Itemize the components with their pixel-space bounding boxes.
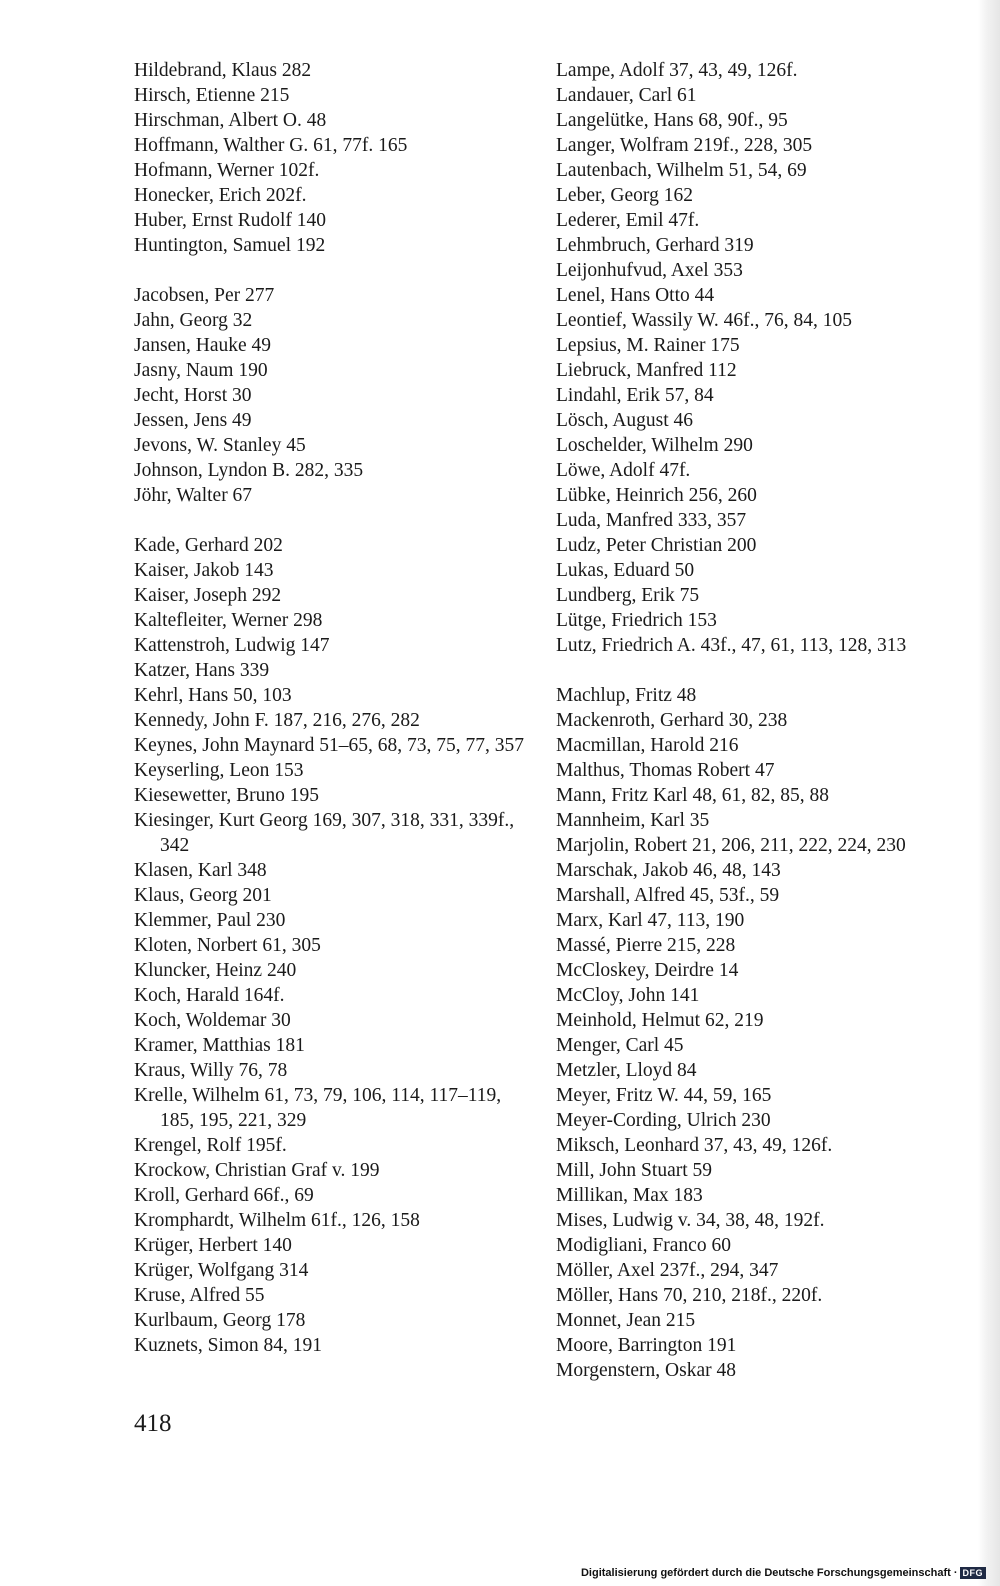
index-entry: Klaus, Georg 201	[134, 885, 272, 906]
index-entry: Jahn, Georg 32	[134, 310, 253, 331]
section-gap	[556, 658, 966, 683]
index-entry: Kaiser, Joseph 292	[134, 585, 282, 606]
index-entry: Monnet, Jean 215	[556, 1310, 696, 1331]
index-entry: Koch, Harald 164f.	[134, 985, 285, 1006]
index-entry: Langelütke, Hans 68, 90f., 95	[556, 110, 788, 131]
index-entry: Klasen, Karl 348	[134, 860, 267, 881]
index-entry: Kurlbaum, Georg 178	[134, 1310, 306, 1331]
index-entry: Krüger, Wolfgang 314	[134, 1260, 309, 1281]
index-entry: Liebruck, Manfred 112	[556, 360, 737, 381]
index-entry: Meyer-Cording, Ulrich 230	[556, 1110, 771, 1131]
index-entry: McCloy, John 141	[556, 985, 700, 1006]
index-entry: Kuznets, Simon 84, 191	[134, 1335, 322, 1356]
index-entry: Jöhr, Walter 67	[134, 485, 253, 506]
index-entry: Kroll, Gerhard 66f., 69	[134, 1185, 314, 1206]
index-entry: Hoffmann, Walther G. 61, 77f. 165	[134, 135, 408, 156]
section-gap	[134, 508, 539, 533]
index-entry: Ludz, Peter Christian 200	[556, 535, 757, 556]
index-entry: Mises, Ludwig v. 34, 38, 48, 192f.	[556, 1210, 825, 1231]
index-entry: Kruse, Alfred 55	[134, 1285, 265, 1306]
index-entry: Krüger, Herbert 140	[134, 1235, 292, 1256]
index-entry: Leber, Georg 162	[556, 185, 693, 206]
index-entry: Huntington, Samuel 192	[134, 235, 326, 256]
index-entry: Menger, Carl 45	[556, 1035, 684, 1056]
index-entry: Möller, Hans 70, 210, 218f., 220f.	[556, 1285, 823, 1306]
index-entry: Marschak, Jakob 46, 48, 143	[556, 860, 781, 881]
index-entry: Lautenbach, Wilhelm 51, 54, 69	[556, 160, 807, 181]
index-entry: Huber, Ernst Rudolf 140	[134, 210, 327, 231]
index-entry: Löwe, Adolf 47f.	[556, 460, 691, 481]
index-entry: Macmillan, Harold 216	[556, 735, 739, 756]
index-entry: Keynes, John Maynard 51–65, 68, 73, 75, 77, 357	[134, 735, 524, 756]
dfg-logo: DFG	[960, 1567, 987, 1579]
index-entry: Lepsius, M. Rainer 175	[556, 335, 740, 356]
index-column-left	[134, 58, 539, 1358]
index-entry: Malthus, Thomas Robert 47	[556, 760, 775, 781]
index-entry: Katzer, Hans 339	[134, 660, 270, 681]
index-entry: Jevons, W. Stanley 45	[134, 435, 306, 456]
index-entry: Metzler, Lloyd 84	[556, 1060, 697, 1081]
index-entry: Mannheim, Karl 35	[556, 810, 710, 831]
index-entry: Kehrl, Hans 50, 103	[134, 685, 292, 706]
index-entry: Kraus, Willy 76, 78	[134, 1060, 288, 1081]
index-entry: Machlup, Fritz 48	[556, 685, 697, 706]
index-entry: Krockow, Christian Graf v. 199	[134, 1160, 380, 1181]
index-entry: Massé, Pierre 215, 228	[556, 935, 736, 956]
index-entry: Möller, Axel 237f., 294, 347	[556, 1260, 779, 1281]
footer-credit	[581, 1567, 986, 1579]
index-entry: Modigliani, Franco 60	[556, 1235, 731, 1256]
index-entry: Honecker, Erich 202f.	[134, 185, 307, 206]
index-entry: McCloskey, Deirdre 14	[556, 960, 739, 981]
index-entry: Jessen, Jens 49	[134, 410, 252, 431]
index-entry: Klemmer, Paul 230	[134, 910, 286, 931]
index-entry: Moore, Barrington 191	[556, 1335, 737, 1356]
index-entry: Lösch, August 46	[556, 410, 694, 431]
index-entry: Loschelder, Wilhelm 290	[556, 435, 753, 456]
index-entry: Kloten, Norbert 61, 305	[134, 935, 321, 956]
index-entry: Jansen, Hauke 49	[134, 335, 272, 356]
index-entry: Krelle, Wilhelm 61, 73, 79, 106, 114, 117–119, 185, 195, 221, 329	[134, 1085, 507, 1131]
index-entry: Lütge, Friedrich 153	[556, 610, 717, 631]
index-entry: Lundberg, Erik 75	[556, 585, 700, 606]
index-entry: Morgenstern, Oskar 48	[556, 1360, 736, 1381]
index-entry: Jacobsen, Per 277	[134, 285, 275, 306]
index-entry: Marshall, Alfred 45, 53f., 59	[556, 885, 780, 906]
index-entry: Lampe, Adolf 37, 43, 49, 126f.	[556, 60, 798, 81]
index-entry: Kiesewetter, Bruno 195	[134, 785, 319, 806]
index-entry: Miksch, Leonhard 37, 43, 49, 126f.	[556, 1135, 833, 1156]
index-entry: Hofmann, Werner 102f.	[134, 160, 320, 181]
index-entry: Mann, Fritz Karl 48, 61, 82, 85, 88	[556, 785, 829, 806]
index-entry: Kiesinger, Kurt Georg 169, 307, 318, 331, 339f., 342	[134, 810, 520, 856]
index-entry: Millikan, Max 183	[556, 1185, 703, 1206]
index-entry: Leontief, Wassily W. 46f., 76, 84, 105	[556, 310, 852, 331]
index-entry: Kramer, Matthias 181	[134, 1035, 305, 1056]
index-entry: Kattenstroh, Ludwig 147	[134, 635, 330, 656]
index-entry: Keyserling, Leon 153	[134, 760, 304, 781]
index-entry: Hirschman, Albert O. 48	[134, 110, 327, 131]
index-entry: Jasny, Naum 190	[134, 360, 268, 381]
index-entry: Lindahl, Erik 57, 84	[556, 385, 714, 406]
index-entry: Kromphardt, Wilhelm 61f., 126, 158	[134, 1210, 420, 1231]
index-entry: Meinhold, Helmut 62, 219	[556, 1010, 764, 1031]
index-entry: Koch, Woldemar 30	[134, 1010, 291, 1031]
index-entry: Lübke, Heinrich 256, 260	[556, 485, 757, 506]
index-entry: Mill, John Stuart 59	[556, 1160, 713, 1181]
index-entry: Krengel, Rolf 195f.	[134, 1135, 287, 1156]
index-entry: Hirsch, Etienne 215	[134, 85, 290, 106]
section-gap	[134, 258, 539, 283]
index-entry: Johnson, Lyndon B. 282, 335	[134, 460, 364, 481]
index-entry: Leijonhufvud, Axel 353	[556, 260, 743, 281]
index-entry: Kluncker, Heinz 240	[134, 960, 297, 981]
index-entry: Meyer, Fritz W. 44, 59, 165	[556, 1085, 772, 1106]
index-entry: Luda, Manfred 333, 357	[556, 510, 747, 531]
footer-text: Digitalisierung gefördert durch die Deutsche Forschungsgemeinschaft ·	[580, 1567, 958, 1579]
index-entry: Lutz, Friedrich A. 43f., 47, 61, 113, 128, 313	[556, 635, 907, 656]
index-column-right	[556, 58, 966, 1383]
index-entry: Lenel, Hans Otto 44	[556, 285, 715, 306]
index-entry: Kennedy, John F. 187, 216, 276, 282	[134, 710, 420, 731]
index-entry: Kade, Gerhard 202	[134, 535, 283, 556]
page-edge-shadow	[978, 0, 1000, 1586]
index-entry: Marjolin, Robert 21, 206, 211, 222, 224, 230	[556, 835, 906, 856]
index-entry: Hildebrand, Klaus 282	[134, 60, 312, 81]
index-entry: Kaltefleiter, Werner 298	[134, 610, 323, 631]
index-entry: Lehmbruch, Gerhard 319	[556, 235, 754, 256]
index-entry: Kaiser, Jakob 143	[134, 560, 274, 581]
page-number: 418	[134, 1410, 172, 1437]
index-entry: Landauer, Carl 61	[556, 85, 697, 106]
index-entry: Langer, Wolfram 219f., 228, 305	[556, 135, 813, 156]
index-entry: Mackenroth, Gerhard 30, 238	[556, 710, 788, 731]
index-entry: Lukas, Eduard 50	[556, 560, 695, 581]
index-entry: Lederer, Emil 47f.	[556, 210, 700, 231]
index-entry: Marx, Karl 47, 113, 190	[556, 910, 745, 931]
index-entry: Jecht, Horst 30	[134, 385, 252, 406]
